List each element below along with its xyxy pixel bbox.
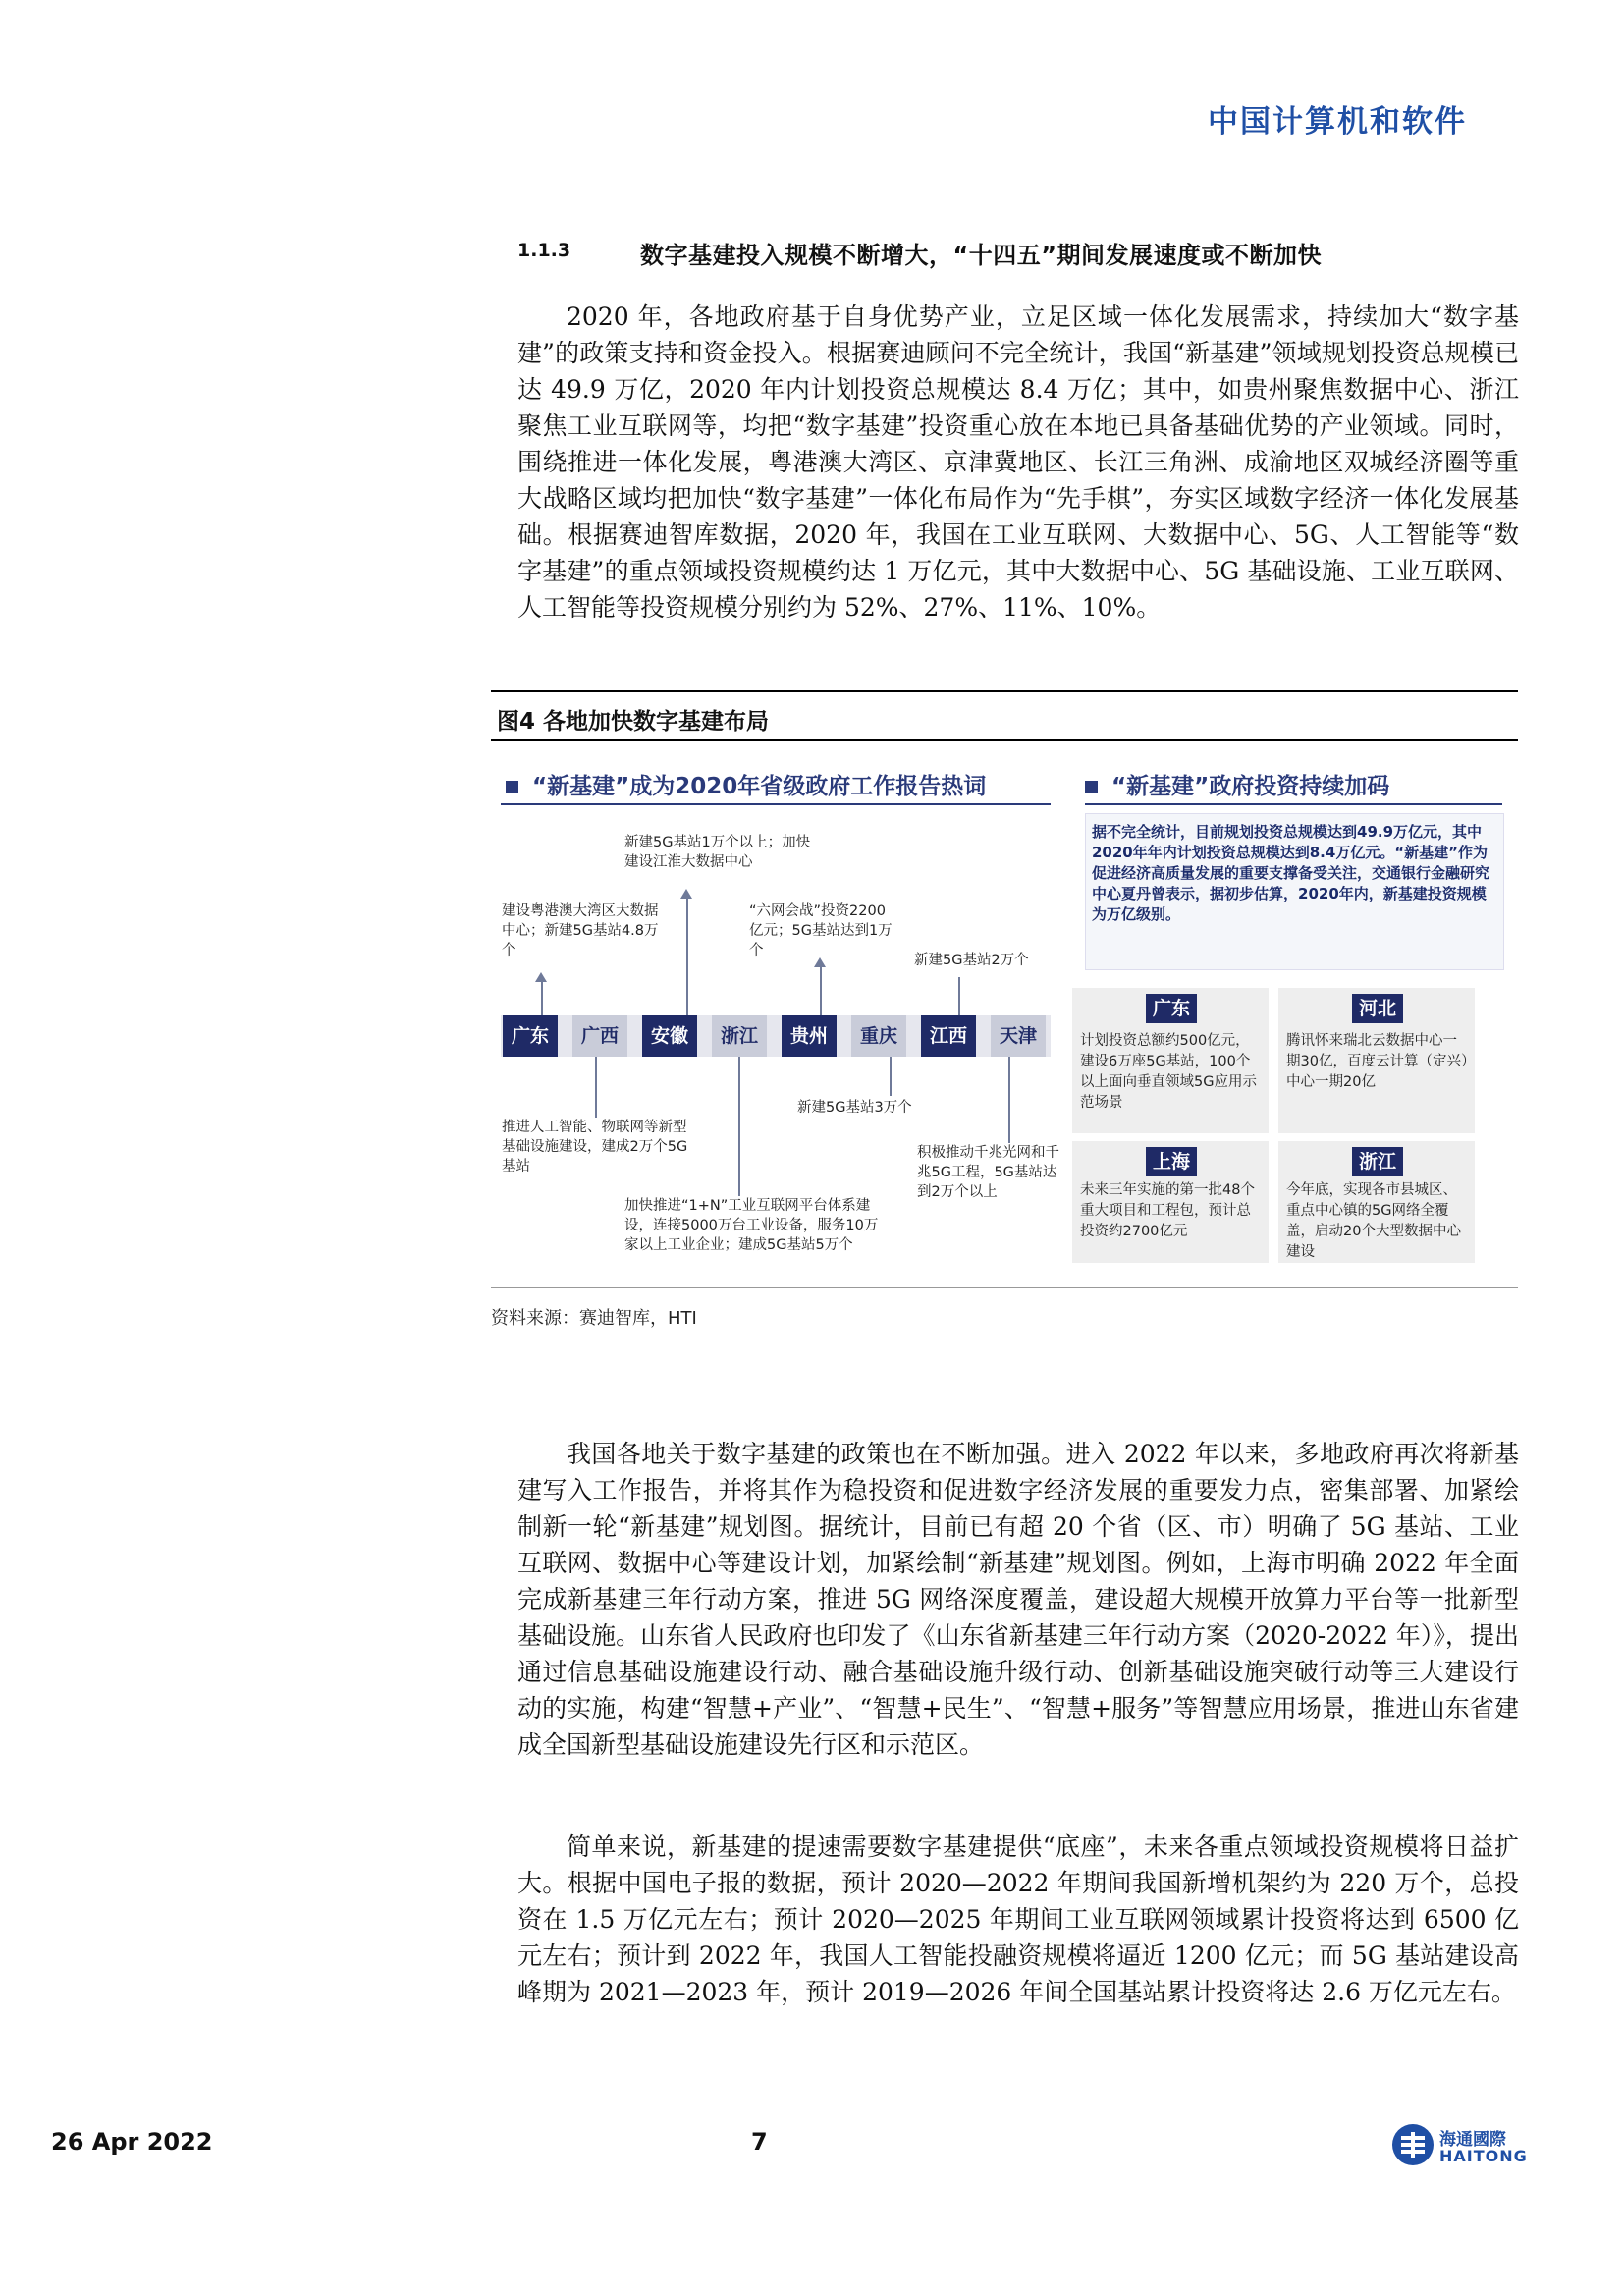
box-guangdong-label: 广东 [1146, 994, 1197, 1023]
paragraph-1-text: 2020 年，各地政府基于自身优势产业，立足区域一体化发展需求，持续加大“数字基建”的政策支持和资金投入。根据赛迪顾问不完全统计，我国“新基建”领域规划投资总规模已达 49.9 万亿，2020 年内计划投资总规模达 8.4 万亿；其中，如贵州聚焦数据中心、浙江聚焦工业互联网等，均把“数字基建”投资重心放在本地已具备基础优势的产业领域。同时，围绕推进一体化发展，粤港澳大湾区、京津冀地区、长江三角洲、成渝地区双城经济圈等重大战略区域均把加快“数字基建”一体化布局作为“先手棋”，夯实区域数字经济一体化发展基础。根据赛迪智库数据，2020 年，我国在工业互联网、大数据中心、5G、人工智能等“数字基建”的重点领域投资规模约达 1 万亿元，其中大数据中心、5G 基础设施、工业互联网、人工智能等投资规模分别约为 52%、27%、11%、10%。 [517, 302, 1519, 622]
box-guangdong-text: 计划投资总额约500亿元，建设6万座5G基站，100个以上面向垂直领域5G应用示范场景 [1080, 1033, 1257, 1111]
box-shanghai-label: 上海 [1146, 1147, 1197, 1176]
investment-summary-text: 据不完全统计，目前规划投资总规模达到49.9万亿元，其中2020年年内计划投资总规模达到8.4万亿元。“新基建”作为促进经济高质量发展的重要支撑备受关注，交通银行金融研究中心夏丹曾表示，据初步估算，2020年内，新基建投资规模为万亿级别。 [1092, 823, 1490, 923]
page-number: 7 [751, 2128, 768, 2156]
box-hebei [1278, 988, 1475, 1133]
box-shanghai-text: 未来三年实施的第一批48个重大项目和工程包，预计总投资约2700亿元 [1080, 1182, 1255, 1239]
connector-guangdong [541, 982, 543, 1015]
note-jiangxi: 新建5G基站2万个 [914, 953, 1029, 968]
note-anhui: 新建5G基站1万个以上；加快建设江淮大数据中心 [624, 835, 811, 870]
connector-anhui [686, 899, 688, 1015]
connector-guangxi [595, 1057, 597, 1118]
province-guizhou: 贵州 [782, 1015, 837, 1057]
paragraph-1 [517, 299, 1519, 626]
left-title-underline [501, 803, 1051, 805]
box-guangdong [1072, 988, 1269, 1133]
paragraph-2-text: 我国各地关于数字基建的政策也在不断加强。进入 2022 年以来，多地政府再次将新基建写入工作报告，并将其作为稳投资和促进数字经济发展的重要发力点，密集部署、加紧绘制新一轮“新基建”规划图。据统计，目前已有超 20 个省（区、市）明确了 5G 基站、工业互联网、数据中心等建设计划，加紧绘制“新基建”规划图。例如，上海市明确 2022 年全面完成新基建三年行动方案，推进 5G 网络深度覆盖，建设超大规模开放算力平台等一批新型基础设施。山东省人民政府也印发了《山东省新基建三年行动方案（2020-2022 年）》，提出通过信息基础设施建设行动、融合基础设施升级行动、创新基础设施突破行动等三大建设行动的实施，构建“智慧+产业”、“智慧+民生”、“智慧+服务”等智慧应用场景，推进山东省建成全国新型基础设施建设先行区和示范区。 [517, 1440, 1519, 1759]
figure-label: 图4 各地加快数字基建布局 [497, 709, 770, 735]
province-chongqing: 重庆 [851, 1015, 906, 1057]
paragraph-3-text: 简单来说，新基建的提速需要数字基建提供“底座”，未来各重点领域投资规模将日益扩大。根据中国电子报的数据，预计 2020—2022 年期间我国新增机架约为 220 万个，总投资在 1.5 万亿元左右；预计 2020—2025 年期间工业互联网领域累计投资将达到 6500 亿元左右；预计到 2022 年，我国人工智能投融资规模将逼近 1200 亿元；而 5G 基站建设高峰期为 2021—2023 年，预计 2019—2026 年间全国基站累计投资将达 2.6 万亿元左右。 [517, 1832, 1519, 2006]
note-zhejiang: 加快推进“1+N”工业互联网平台体系建设，连接5000万台工业设备，服务10万家以上工业企业；建成5G基站5万个 [624, 1198, 879, 1253]
logo-text-cn: 海通國際 [1439, 2130, 1506, 2150]
section-title: 数字基建投入规模不断增大，“十四五”期间发展速度或不断加快 [640, 242, 1323, 269]
box-hebei-text: 腾讯怀来瑞北云数据中心一期30亿，百度云计算（定兴）中心一期20亿 [1286, 1033, 1469, 1090]
haitong-logo-icon [1392, 2124, 1434, 2165]
note-guangdong: 建设粤港澳大湾区大数据中心；新建5G基站4.8万个 [502, 903, 659, 958]
province-anhui: 安徽 [642, 1015, 697, 1057]
note-tianjin: 积极推动千兆光网和千兆5G工程，5G基站达到2万个以上 [917, 1145, 1059, 1200]
box-shanghai [1072, 1141, 1269, 1263]
province-guangxi: 广西 [572, 1015, 627, 1057]
figure-source: 资料来源：赛迪智库，HTI [491, 1308, 697, 1329]
province-tianjin: 天津 [991, 1015, 1046, 1057]
province-zhejiang: 浙江 [712, 1015, 767, 1057]
box-zhejiang-label: 浙江 [1352, 1147, 1403, 1176]
connector-zhejiang [738, 1057, 740, 1196]
figure-bottom-rule [491, 1287, 1518, 1288]
province-guangdong: 广东 [503, 1015, 558, 1057]
arrow-up-icon [535, 972, 547, 982]
box-hebei-label: 河北 [1352, 994, 1403, 1023]
report-category-title: 中国计算机和软件 [1208, 104, 1467, 139]
note-chongqing: 新建5G基站3万个 [797, 1100, 912, 1116]
square-bullet-icon [506, 781, 518, 793]
footer-date: 26 Apr 2022 [51, 2128, 213, 2156]
connector-jiangxi [958, 977, 960, 1015]
square-bullet-icon [1085, 781, 1098, 793]
arrow-up-icon [680, 889, 692, 899]
box-zhejiang-text: 今年底，实现各市县城区、重点中心镇的5G网络全覆盖，启动20个大型数据中心建设 [1286, 1182, 1461, 1260]
section-number: 1.1.3 [517, 240, 571, 261]
logo-text-en: HAITONG [1439, 2147, 1528, 2165]
connector-tianjin [1008, 1057, 1010, 1143]
left-panel-title: “新基建”成为2020年省级政府工作报告热词 [506, 768, 986, 800]
right-title-underline [1085, 803, 1502, 805]
paragraph-2 [517, 1436, 1519, 1763]
right-panel-title: “新基建”政府投资持续加码 [1085, 768, 1389, 800]
investment-summary-box [1085, 813, 1504, 970]
paragraph-3 [517, 1829, 1519, 2010]
note-guangxi: 推进人工智能、物联网等新型基础设施建设，建成2万个5G基站 [502, 1120, 688, 1175]
note-guizhou: “六网会战”投资2200亿元；5G基站达到1万个 [749, 903, 893, 958]
box-zhejiang [1278, 1141, 1475, 1263]
connector-chongqing [890, 1057, 892, 1096]
province-jiangxi: 江西 [921, 1015, 976, 1057]
connector-guizhou [820, 967, 822, 1015]
figure-header [491, 690, 1518, 741]
